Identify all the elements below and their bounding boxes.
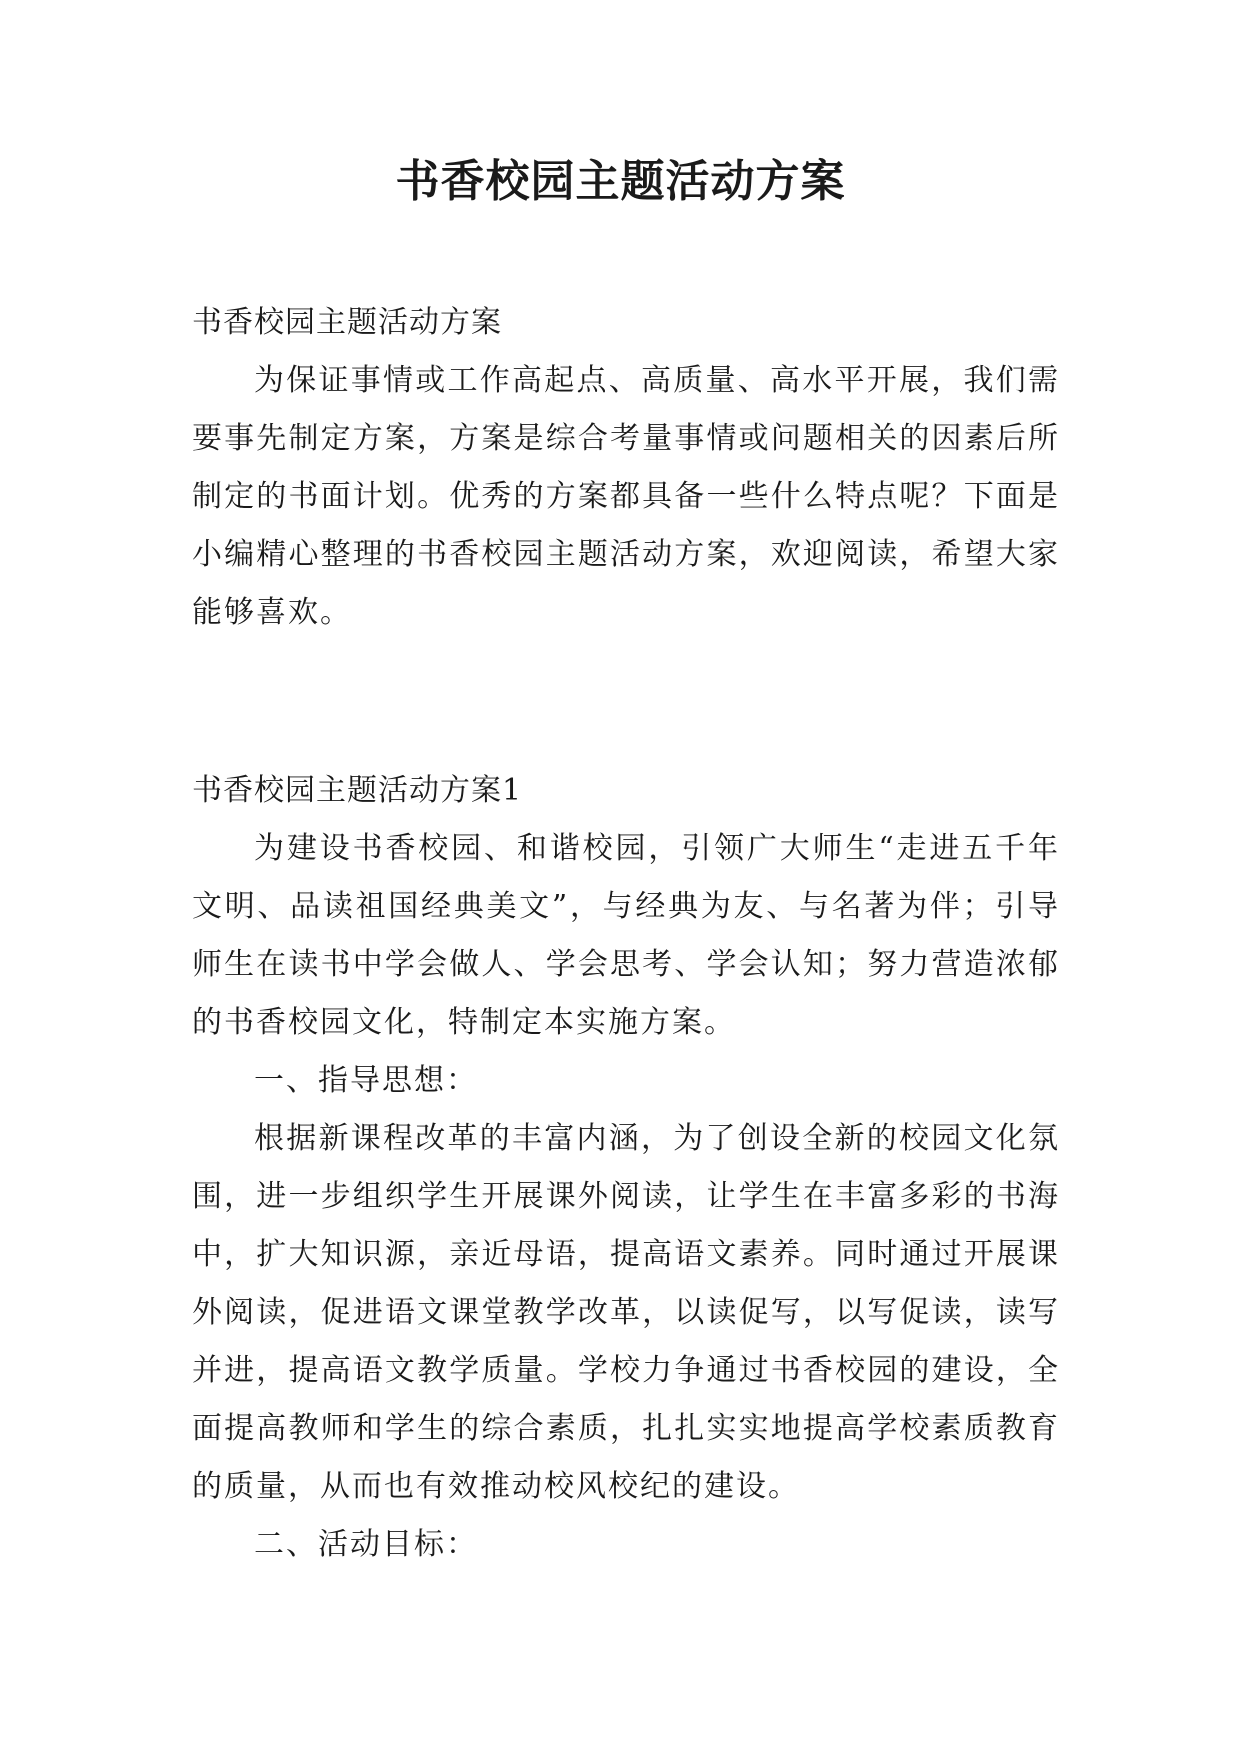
intro-section	[192, 294, 1060, 642]
guiding-ideology-heading: 一、指导思想：	[254, 1063, 478, 1098]
document-title: 书香校园主题活动方案	[395, 156, 846, 207]
plan-1-heading: 书香校园主题活动方案1	[192, 773, 523, 808]
guiding-ideology-paragraph: 根据新课程改革的丰富内涵，为了创设全新的校园文化氛围，进一步组织学生开展课外阅读，让学生在丰富多彩的书海中，扩大知识源，亲近母语，提高语文素养。同时通过开展课外阅读，促进语文课堂教学改革，以读促写，以写促读，读写并进，提高语文教学质量。学校力争通过书香校园的建设，全面提高教师和学生的综合素质，扎扎实实地提高学校素质教育的质量，从而也有效推动校风校纪的建设。	[192, 1121, 1060, 1504]
intro-paragraph: 为保证事情或工作高起点、高质量、高水平开展，我们需要事先制定方案，方案是综合考量事情或问题相关的因素后所制定的书面计划。优秀的方案都具备一些什么特点呢？下面是小编精心整理的书香校园主题活动方案，欢迎阅读，希望大家能够喜欢。	[192, 363, 1060, 630]
plan-1-paragraph-purpose: 为建设书香校园、和谐校园，引领广大师生“走进五千年文明、品读祖国经典美文”，与经典为友、与名著为伴；引导师生在读书中学会做人、学会思考、学会认知；努力营造浓郁的书香校园文化，特制定本实施方案。	[192, 831, 1060, 1040]
plan-1-section	[192, 762, 1060, 1574]
activity-goals-heading: 二、活动目标：	[254, 1527, 478, 1562]
intro-heading: 书香校园主题活动方案	[192, 305, 502, 340]
